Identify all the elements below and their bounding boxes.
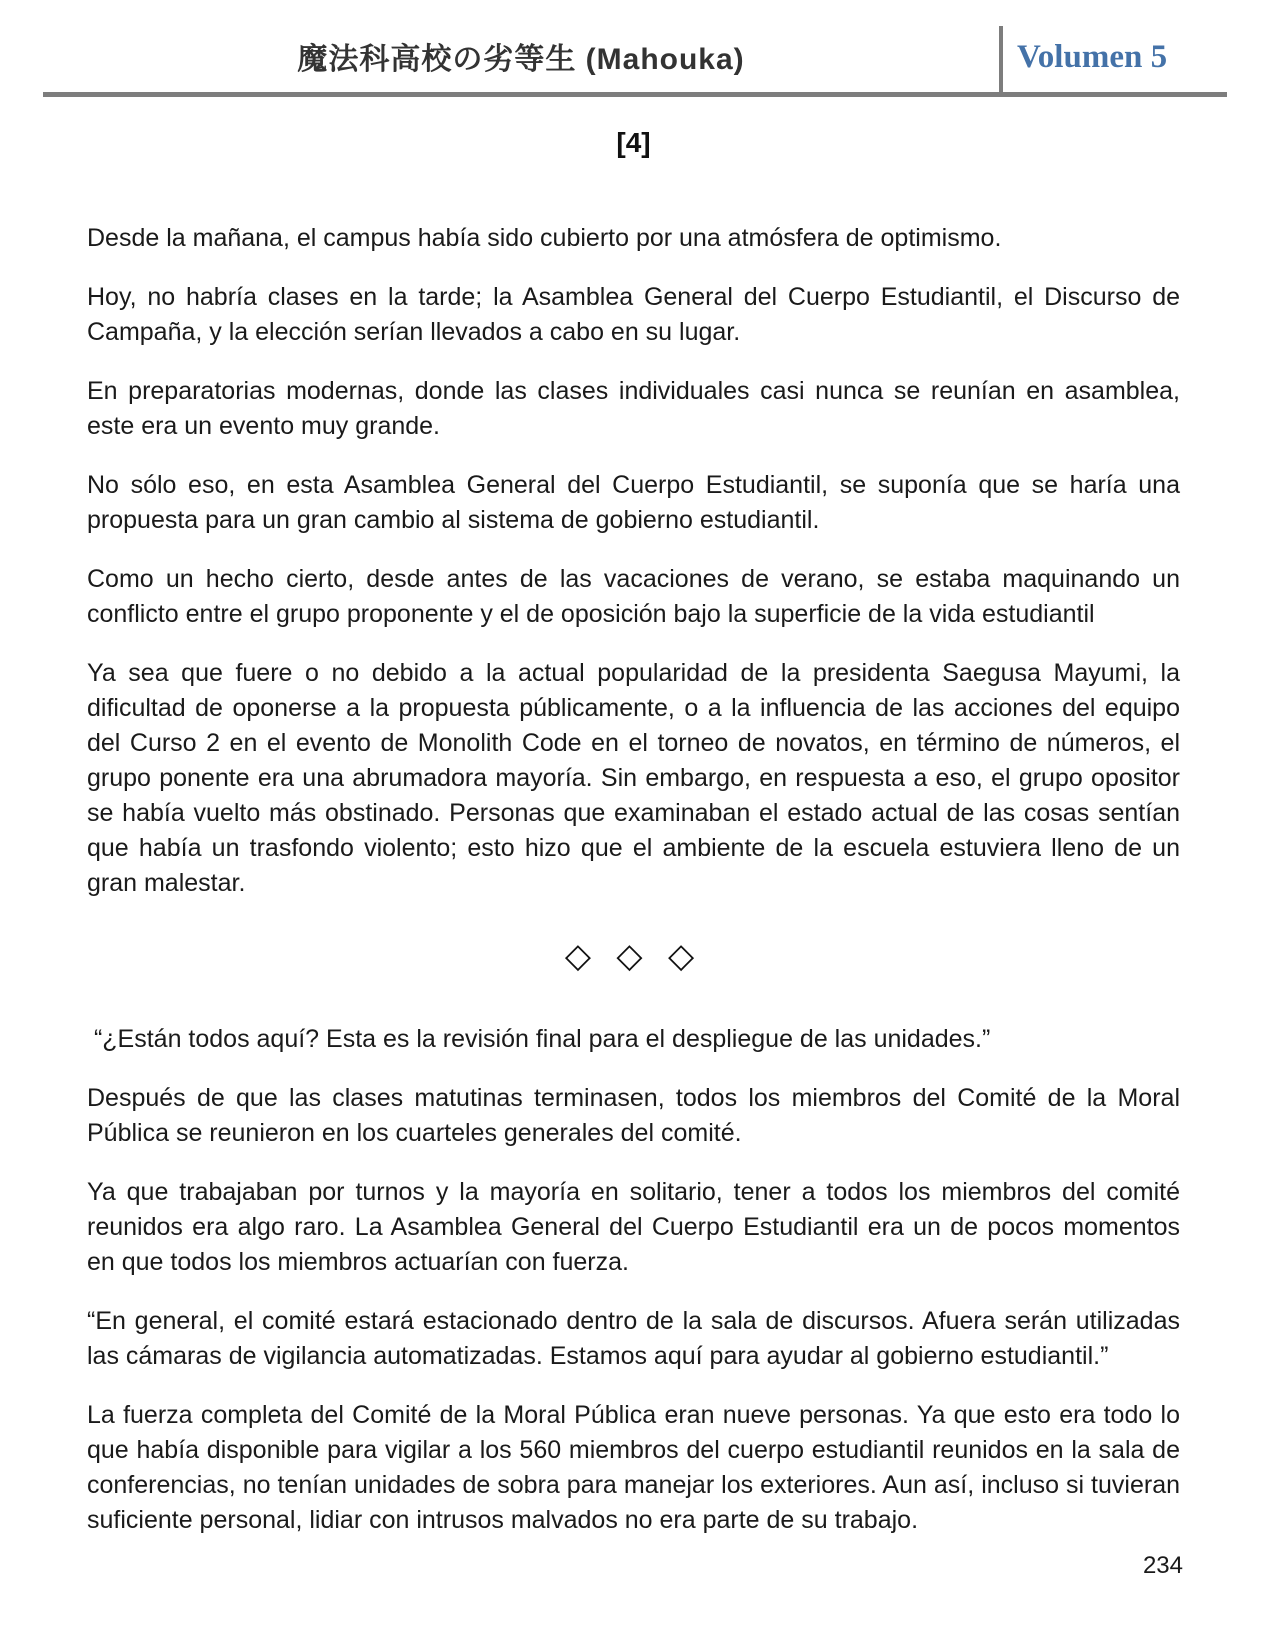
page-header [43, 26, 1227, 97]
paragraph-dialogue: “¿Están todos aquí? Esta es la revisión final para el despliegue de las unidades.” [87, 1025, 991, 1053]
paragraph: Ya que trabajaban por turnos y la mayoría en solitario, tener a todos los miembros del comité reunidos era algo raro. La Asamblea General del Cuerpo Estudiantil era un de pocos momentos en que todos los miembros actuarían con fuerza. [87, 1178, 1187, 1276]
chapter-heading: [4] [616, 127, 651, 158]
paragraph: Después de que las clases matutinas terminasen, todos los miembros del Comité de la Moral Pública se reunieron en los cuarteles generales del comité. [87, 1084, 1187, 1147]
body-text [87, 221, 1187, 1538]
paragraph: Hoy, no habría clases en la tarde; la Asamblea General del Cuerpo Estudiantil, el Discurso de Campaña, y la elección serían llevados a cabo en su lugar. [87, 283, 1187, 346]
paragraph: Ya sea que fuere o no debido a la actual popularidad de la presidenta Saegusa Mayumi, la dificultad de oponerse a la propuesta públicamente, o a la influencia de las acciones del equipo del Curso 2 en el evento de Monolith Code en el torneo de novatos, en término de números, el grupo ponente era una abrumadora mayoría. Sin embargo, en respuesta a eso, el grupo opositor se había vuelto más obstinado. Personas que examinaban el estado actual de las cosas sentían que había un trasfondo violento; esto hizo que el ambiente de la escuela estuviera lleno de un gran malestar. [87, 659, 1187, 897]
paragraph: No sólo eso, en esta Asamblea General del Cuerpo Estudiantil, se suponía que se haría una propuesta para un gran cambio al sistema de gobierno estudiantil. [87, 471, 1187, 534]
paragraph: Desde la mañana, el campus había sido cubierto por una atmósfera de optimismo. [87, 224, 1002, 252]
paragraph: La fuerza completa del Comité de la Moral Pública eran nueve personas. Ya que esto era todo lo que había disponible para vigilar a los 560 miembros del cuerpo estudiantil reunidos en la sala de conferencias, no tenían unidades de sobra para manejar los exteriores. Aun así, incluso si tuvieran suficiente personal, lidiar con intrusos malvados no era parte de su trabajo. [87, 1401, 1187, 1534]
page-number: 234 [1142, 1552, 1183, 1579]
volume-label-text: Volumen 5 [1017, 38, 1168, 75]
paragraph: En preparatorias modernas, donde las clases individuales casi nunca se reunían en asamblea, este era un evento muy grande. [87, 377, 1187, 440]
page-header-row [43, 26, 1227, 92]
volume-label [999, 26, 1227, 92]
series-title: 魔法科高校の劣等生 (Mahouka) [297, 43, 745, 76]
scene-break-diamonds: ◇ ◇ ◇ [564, 937, 703, 975]
paragraph-dialogue: “En general, el comité estará estacionado dentro de la sala de discursos. Afuera serán utilizadas las cámaras de vigilancia automatizadas. Estamos aquí para ayudar al gobierno estudiantil.” [87, 1307, 1187, 1370]
paragraph: Como un hecho cierto, desde antes de las vacaciones de verano, se estaba maquinando un conflicto entre el grupo proponente y el de oposición bajo la superficie de la vida estudiantil [87, 565, 1187, 628]
